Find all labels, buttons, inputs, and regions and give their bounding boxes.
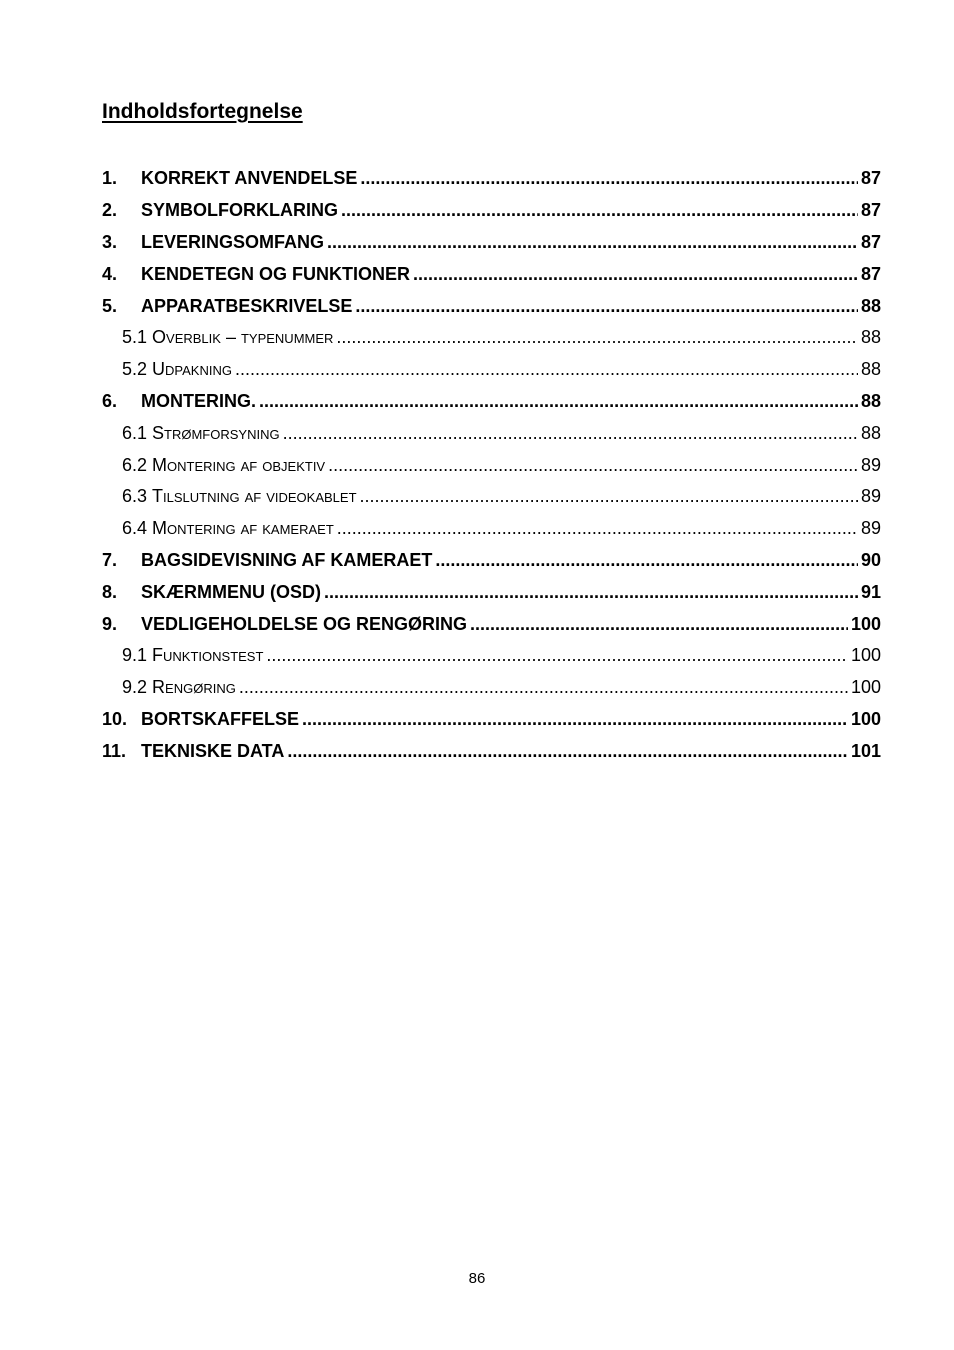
toc-entry-5-2[interactable]: [102, 354, 881, 386]
table-of-contents: [102, 163, 881, 767]
toc-dot-leader: [413, 264, 858, 285]
toc-entry-page: 100: [850, 677, 881, 698]
toc-entry-title: BORTSKAFFELSE: [141, 708, 300, 729]
toc-entry-page: 87: [860, 168, 881, 189]
toc-entry-page: 89: [860, 518, 881, 539]
toc-entry-number: 6.1: [122, 422, 148, 443]
toc-entry-title: Strømforsyning: [152, 422, 280, 443]
toc-entry-10[interactable]: [102, 704, 881, 736]
toc-entry-title: Rengøring: [152, 677, 236, 698]
toc-entry-number: 6.2: [122, 454, 148, 475]
toc-entry-page: 100: [850, 645, 881, 666]
toc-entry-page: 87: [860, 231, 881, 252]
toc-entry-6[interactable]: [102, 386, 881, 418]
toc-entry-page: 100: [850, 613, 881, 634]
toc-dot-leader: [266, 645, 848, 666]
toc-entry-title: Udpakning: [152, 359, 232, 380]
toc-dot-leader: [324, 582, 858, 603]
toc-dot-leader: [239, 677, 848, 698]
toc-entry-number: 5.: [102, 295, 118, 316]
toc-entry-page: 101: [850, 740, 881, 761]
toc-entry-page: 89: [860, 486, 881, 507]
toc-entry-page: 88: [860, 422, 881, 443]
toc-entry-title: VEDLIGEHOLDELSE OG RENGØRING: [141, 613, 468, 634]
toc-entry-title: SKÆRMMENU (OSD): [141, 581, 321, 602]
toc-entry-page: 87: [860, 200, 881, 221]
toc-dot-leader: [360, 486, 858, 507]
toc-entry-title: BAGSIDEVISNING AF KAMERAET: [141, 549, 433, 570]
toc-entry-11[interactable]: [102, 735, 881, 767]
toc-dot-leader: [355, 296, 858, 317]
toc-dot-leader: [283, 423, 858, 444]
toc-entry-page: 87: [860, 263, 881, 284]
toc-entry-6-1[interactable]: [102, 417, 881, 449]
toc-entry-6-3[interactable]: [102, 481, 881, 513]
toc-entry-number: 6.4: [122, 518, 148, 539]
toc-entry-6-2[interactable]: [102, 449, 881, 481]
toc-entry-8[interactable]: [102, 576, 881, 608]
toc-dot-leader: [336, 327, 858, 348]
toc-entry-page: 100: [850, 708, 881, 729]
toc-entry-2[interactable]: [102, 195, 881, 227]
toc-entry-title: MONTERING.: [141, 390, 256, 411]
toc-dot-leader: [341, 200, 858, 221]
toc-entry-3[interactable]: [102, 227, 881, 259]
toc-dot-leader: [287, 741, 848, 762]
toc-entry-7[interactable]: [102, 545, 881, 577]
toc-entry-title: SYMBOLFORKLARING: [141, 200, 338, 221]
toc-entry-page: 88: [860, 295, 881, 316]
toc-entry-number: 2.: [102, 200, 118, 221]
toc-entry-title: KENDETEGN OG FUNKTIONER: [141, 263, 411, 284]
toc-entry-title: Tilslutning af videokablet: [152, 486, 357, 507]
toc-entry-title: Montering af objektiv: [152, 454, 326, 475]
toc-entry-number: 3.: [102, 231, 118, 252]
toc-entry-number: 5.1: [122, 327, 148, 348]
toc-dot-leader: [235, 359, 858, 380]
toc-entry-page: 89: [860, 454, 881, 475]
page-title: Indholdsfortegnelse: [102, 100, 303, 123]
toc-dot-leader: [327, 232, 858, 253]
toc-dot-leader: [328, 455, 858, 476]
toc-entry-page: 88: [860, 390, 881, 411]
toc-entry-title: LEVERINGSOMFANG: [141, 231, 325, 252]
toc-dot-leader: [360, 168, 858, 189]
toc-entry-6-4[interactable]: [102, 513, 881, 545]
toc-entry-number: 9.2: [122, 677, 148, 698]
toc-entry-number: 5.2: [122, 359, 148, 380]
toc-dot-leader: [302, 709, 848, 730]
toc-entry-number: 9.1: [122, 645, 148, 666]
toc-entry-number: 10.: [102, 708, 128, 729]
toc-entry-number: 6.: [102, 390, 118, 411]
toc-entry-9[interactable]: [102, 608, 881, 640]
toc-entry-page: 88: [860, 359, 881, 380]
toc-entry-title: APPARATBESKRIVELSE: [141, 295, 353, 316]
toc-entry-title: TEKNISKE DATA: [141, 740, 285, 761]
toc-entry-number: 9.: [102, 613, 118, 634]
toc-dot-leader: [435, 550, 858, 571]
toc-entry-page: 88: [860, 327, 881, 348]
toc-dot-leader: [259, 391, 858, 412]
page-number: 86: [468, 1270, 486, 1287]
toc-entry-number: 11.: [102, 740, 127, 761]
toc-entry-1[interactable]: [102, 163, 881, 195]
toc-entry-number: 7.: [102, 549, 118, 570]
toc-entry-9-1[interactable]: [102, 640, 881, 672]
toc-dot-leader: [470, 614, 848, 635]
toc-entry-title: Montering af kameraet: [152, 518, 334, 539]
toc-dot-leader: [337, 518, 858, 539]
toc-entry-page: 91: [860, 581, 881, 602]
toc-entry-5-1[interactable]: [102, 322, 881, 354]
toc-entry-title: KORREKT ANVENDELSE: [141, 168, 358, 189]
toc-entry-5[interactable]: [102, 290, 881, 322]
toc-entry-title: Overblik – typenummer: [152, 327, 334, 348]
toc-entry-number: 6.3: [122, 486, 148, 507]
toc-entry-page: 90: [860, 549, 881, 570]
toc-entry-number: 4.: [102, 263, 118, 284]
toc-entry-4[interactable]: [102, 258, 881, 290]
toc-entry-title: Funktionstest: [152, 645, 264, 666]
toc-entry-number: 8.: [102, 581, 118, 602]
toc-entry-9-2[interactable]: [102, 672, 881, 704]
toc-entry-number: 1.: [102, 168, 118, 189]
